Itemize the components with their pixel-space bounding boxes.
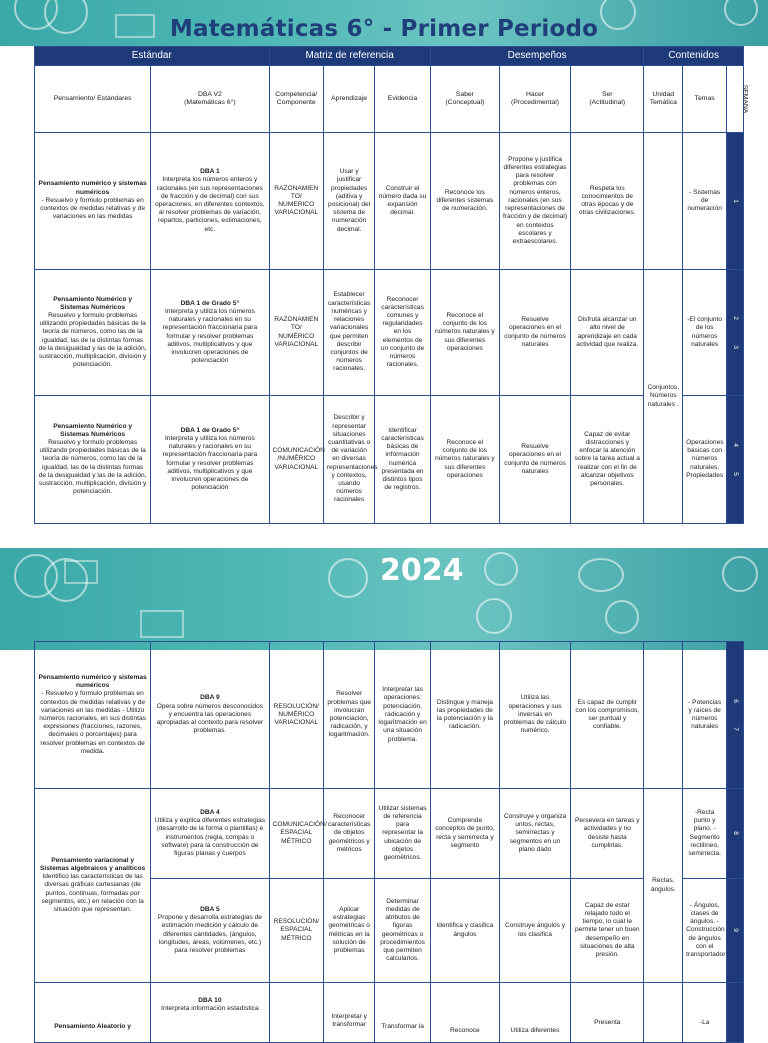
week-number	[727, 983, 744, 1043]
competencia-cell: COMUNICACIÓN/ ESPACIAL MÉTRICO	[269, 789, 323, 879]
aprendizaje-cell: Describir y representar situaciones cuantitativas o de variación en diversas representaciones y contextos, usando números racionales	[323, 396, 374, 524]
saber-cell: Reconoce el conjunto de los números naturales y sus diferentes operaciones	[430, 270, 499, 396]
week-number: 8	[727, 789, 744, 879]
year-label: 2024	[380, 553, 464, 588]
aprendizaje-cell: Reconocer características de objetos geométricos y métricos	[324, 789, 375, 879]
ser-cell: Presenta	[571, 983, 644, 1043]
page1-table	[34, 46, 749, 524]
dba-title: DBA 10	[198, 997, 222, 1004]
week-number: 1	[727, 133, 744, 270]
col-dba	[151, 66, 269, 133]
hacer-cell: Resuelve operaciones en el conjunto de números naturales	[499, 396, 570, 524]
dba-text: Interpreta y utiliza los números naturales y racionales en su representación fraccionaria para formular y resolver problemas aditivos, multiplicativos y que involucren operaciones de potenciación	[162, 434, 258, 492]
week-number: 9	[727, 879, 744, 983]
col-hacer-title: Hacer	[525, 90, 545, 98]
temas-cell: -El conjunto de los números naturales	[683, 270, 727, 396]
ser-cell: Persevera en tareas y actividades y no desiste hasta cumplirlas.	[571, 789, 644, 879]
group-estandar: Estándar	[35, 47, 270, 66]
temas-cell: -La	[683, 983, 727, 1043]
col-unidad: Unidad Temática	[644, 66, 683, 133]
ser-cell: Es capaz de cumplir con los compromisos, ser puntual y confiable.	[571, 642, 644, 789]
dba-title: DBA 9	[200, 694, 220, 702]
col-semana-label: SEMANA	[741, 84, 749, 114]
saber-cell: Reconoce el conjunto de los números naturales y sus diferentes operaciones	[430, 396, 499, 524]
temas-cell: Operaciones básicas con números naturales. Propiedades	[683, 396, 727, 524]
temas-cell: -Recta punto y plano. - Segmento rectilíneo, semirrecta.	[683, 789, 727, 879]
col-saber-sub: (Conceptual)	[445, 99, 485, 106]
hacer-cell: Resuelve operaciones en el conjunto de números naturales	[499, 270, 570, 396]
competencia-cell	[269, 983, 323, 1043]
dba-title: DBA 1 de Grado 5°	[180, 426, 240, 434]
table-row	[35, 396, 744, 524]
ser-cell: Disfruta alcanzar un alto nivel de aprendizaje en cada actividad que realiza.	[571, 270, 644, 396]
table-row	[35, 270, 744, 396]
unidad-cell	[644, 642, 683, 789]
col-temas: Temas	[683, 66, 727, 133]
pensamiento-title: Pensamiento numérico y sistemas numéricos	[38, 180, 147, 196]
hacer-cell: Utiliza diferentes	[499, 983, 570, 1043]
saber-cell: Reconoce	[430, 983, 499, 1043]
dba-cell	[151, 396, 269, 524]
col-semana	[727, 66, 749, 133]
dba-text: Propone y desarrolla estrategias de estimación medición y cálculo de diferentes cantidades, (ángulos, longitudes, áreas, volúmenes, etc.) para resolver problemas	[157, 914, 262, 954]
group-header-row	[35, 47, 744, 66]
col-pensamiento: Pensamiento/ Estándares	[35, 66, 151, 133]
pensamiento-cell	[35, 133, 151, 270]
evidencia-cell: Determinar medidas de atributos de figuras geométricas o procedimientos que permiten calcularlos.	[375, 879, 431, 983]
ser-cell: Respeta los conocimientos de otras épocas y de otras civilizaciones.	[571, 133, 644, 270]
evidencia-cell: Reconocer características comunes y regularidades en los elementos de un conjunto de números racionales.	[375, 270, 431, 396]
group-contenidos: Contenidos	[644, 47, 744, 66]
hacer-cell: Propone y justifica diferentes estrategias para resolver problemas con números enteros, racionales (en sus representaciones de fracción y de decimal) en contextos escolares y extraescolares.	[499, 133, 570, 270]
power-icon	[476, 598, 512, 634]
week-number: 6 7	[727, 642, 744, 789]
pensamiento-text: Identifico las características de las diversas gráficas cartesianas (de puntos, continuas, formadas por segmentos, etc.) en relación con la situación que representan.	[41, 873, 144, 913]
pensamiento-title: Pensamiento Numérico y Sistemas Numéricos	[53, 295, 132, 311]
lightbulb-icon	[484, 552, 518, 586]
col-ser	[571, 66, 644, 133]
col-evidencia: Evidencia	[375, 66, 431, 133]
competencia-cell: RESOLUCIÓN/ ESPACIAL MÉTRICO	[269, 879, 323, 983]
clock-icon	[328, 558, 368, 598]
aprendizaje-cell: Resolver problemas que involucran potenciación, radicación, y logaritmación.	[324, 642, 375, 789]
pensamiento-title: Pensamiento variacional y Sistemas algebraicos y analíticos	[40, 856, 146, 872]
ser-cell: Capaz de estar relajado todo el tiempo, lo cual le permite tener un buen desempeño en situaciones de alta presión.	[571, 879, 644, 983]
ser-cell: Capaz de evitar distracciones y enfocar la atención sobre la tarea actual a realizar con el fin de alcanzar objetivos personales.	[571, 396, 644, 524]
col-aprendizaje: Aprendizaje	[323, 66, 374, 133]
pensamiento-title: Pensamiento Numérico y Sistemas Numéricos	[53, 422, 132, 438]
table-row	[35, 133, 744, 270]
dba-title: DBA 4	[200, 808, 220, 816]
unidad-cell: Conjuntos. Números naturales .	[644, 270, 683, 524]
dba-cell	[151, 789, 269, 879]
unidad-cell	[644, 133, 683, 270]
pensamiento-text: Resuelvo y formulo problemas utilizando propiedades básicas de la teoría de números, como las de la igualdad, las de la distintas formas de la desigualdad y las de la adición, sustracción, multiplicación, división y potenciación.	[38, 438, 147, 496]
group-desempenos: Desempeños	[430, 47, 644, 66]
table-row	[35, 642, 744, 789]
pensamiento-title: Pensamiento numérico y sistemas numéricos	[38, 673, 147, 690]
col-dba-title: DBA V2	[197, 90, 222, 98]
evidencia-cell: Identificar características básicas de información numérica presentada en distintos tipos de registros.	[375, 396, 431, 524]
pensamiento-title: Pensamiento Aleatorio y	[54, 1023, 131, 1030]
column-header-row	[35, 66, 744, 133]
saber-cell: Distingue y maneja las propiedades de la potenciación y la radicación.	[430, 642, 499, 789]
hacer-cell: Construye ángulos y los clasifica	[499, 879, 570, 983]
pensamiento-cell	[35, 270, 151, 396]
table-row	[35, 789, 744, 879]
pensamiento-cell	[35, 789, 151, 983]
power-icon	[722, 556, 758, 592]
pensamiento-text: - Resuelvo y formulo problemas en contextos de medidas relativas y de variaciones en las medidas - Utilizo números racionales, en sus distintas expresiones (fracciones, razones, decimales o porcentajes) para resolver problemas en contextos de medida.	[39, 690, 146, 755]
temas-cell: - Sistemas de numeración	[683, 133, 727, 270]
temas-cell: - Potencias y raíces de números naturales	[683, 642, 727, 789]
dba-text: Interpreta y utiliza los números naturales y racionales en su representación fraccionaria para formular y resolver problemas aditivos, multiplicativos y que involucren operaciones de potenciación	[162, 307, 258, 365]
col-ser-title: Ser	[601, 90, 613, 98]
competencia-cell: RESOLUCIÓN/ NUMÉRICO VARIACIONAL	[269, 642, 323, 789]
page2-table	[34, 641, 744, 1043]
col-dba-sub: (Matemáticas 6°)	[184, 99, 236, 106]
dba-text: Interpreta información estadística	[161, 1005, 259, 1013]
dba-cell	[151, 270, 269, 396]
col-hacer-sub: (Procedimental)	[511, 99, 559, 106]
aprendizaje-cell: Establecer características numéricas y relaciones variacionales que permiten describir conjuntos de números racionales.	[323, 270, 374, 396]
dba-text: Utiliza y explica diferentes estrategias (desarrollo de la forma o plantillas) e instrumentos (regla, compás o software) para la construcción de figuras planas y cuerpos	[154, 817, 266, 857]
dba-cell	[151, 879, 269, 983]
lightbulb-icon	[605, 600, 639, 634]
book-icon	[64, 560, 98, 584]
col-ser-sub: (Actitudinal)	[589, 99, 626, 106]
week-number: 4 5	[727, 396, 744, 524]
evidencia-cell: Construir el número dada su expansión decimal.	[375, 133, 431, 270]
col-saber	[430, 66, 499, 133]
pensamiento-text: - Resuelvo y formulo problemas en contextos de medidas relativas y de variaciones en las medidas	[40, 196, 146, 221]
aprendizaje-cell: Usar y justificar propiedades (aditiva y posicional) del sistema de numeración decimal.	[323, 133, 374, 270]
saber-cell: Reconoce los diferentes sistemas de numeración.	[430, 133, 499, 270]
dba-cell	[151, 133, 269, 270]
col-competencia: Competencia/ Componente	[269, 66, 323, 133]
pensamiento-cell	[35, 642, 151, 789]
competencia-cell: RAZONAMIEN TO/ NUMÉRICO VARIACIONAL	[269, 270, 323, 396]
aprendizaje-cell: Interpretar y transformar	[324, 983, 375, 1043]
document-title: Matemáticas 6° - Primer Periodo	[169, 16, 599, 42]
competencia-cell: COMUNICACIÓN /NUMÉRICO VARIACIONAL	[269, 396, 323, 524]
hacer-cell: Construye y organiza untos, rectas, semirrectas y segmentos en un plano dado	[499, 789, 570, 879]
hacer-cell: Utiliza las operaciones y sus inversas en problemas de cálculo numérico.	[499, 642, 570, 789]
unidad-cell	[644, 983, 683, 1043]
competencia-cell: RAZONAMIEN TO/ NUMERICO VARIACIONAL	[269, 133, 323, 270]
temas-cell: - Ángulos, clases de ángulos. - Construcción de ángulos con el transportador	[683, 879, 727, 983]
evidencia-cell: Utilizar sistemas de referencia para representar la ubicación de objetos geométricos.	[375, 789, 431, 879]
dba-title: DBA 5	[200, 905, 220, 913]
saber-cell: Identifica y clasifica ángulos	[430, 879, 499, 983]
pensamiento-cell	[35, 983, 151, 1043]
evidencia-cell: Transformar la	[375, 983, 431, 1043]
dba-text: Opera sobre números desconocidos y encuentra las operaciones apropiadas al contexto para resolver problemas.	[156, 702, 264, 735]
saber-cell: Comprende conceptos de punto, recta y semirrecta y segmento	[430, 789, 499, 879]
book-icon	[140, 610, 184, 638]
pensamiento-cell	[35, 396, 151, 524]
table-row	[35, 983, 744, 1043]
week-number: 2 3	[727, 270, 744, 396]
evidencia-cell: Interpretar las operaciones: potenciación, radicación y logaritmación en una situación problema.	[375, 642, 431, 789]
col-hacer	[499, 66, 570, 133]
dba-title: DBA 1 de Grado 5°	[180, 299, 240, 307]
col-saber-title: Saber	[455, 90, 474, 98]
dba-title: DBA 1	[200, 168, 220, 176]
dba-text: Interpreta los números enteros y racionales (en sus representaciones de fracción y de decimal) con sus operaciones, en diferentes contextos, al resolver problemas de variación, repartos, particiones, estimaciones, etc.	[155, 176, 265, 233]
aprendizaje-cell: Aplicar estrategias geométricas o métricas en la solución de problemas	[324, 879, 375, 983]
eye-icon	[578, 558, 624, 592]
dba-cell	[151, 642, 269, 789]
dba-cell	[151, 983, 269, 1043]
pensamiento-text: Resuelvo y formulo problemas utilizando propiedades básicas de la teoría de números, como las de la igualdad, las de la distintas formas de la desigualdad y las de la adición, sustracción, multiplicación, división y potenciación.	[38, 311, 147, 369]
unidad-cell: Rectas, ángulos.	[644, 789, 683, 983]
group-matriz: Matriz de referencia	[269, 47, 430, 66]
